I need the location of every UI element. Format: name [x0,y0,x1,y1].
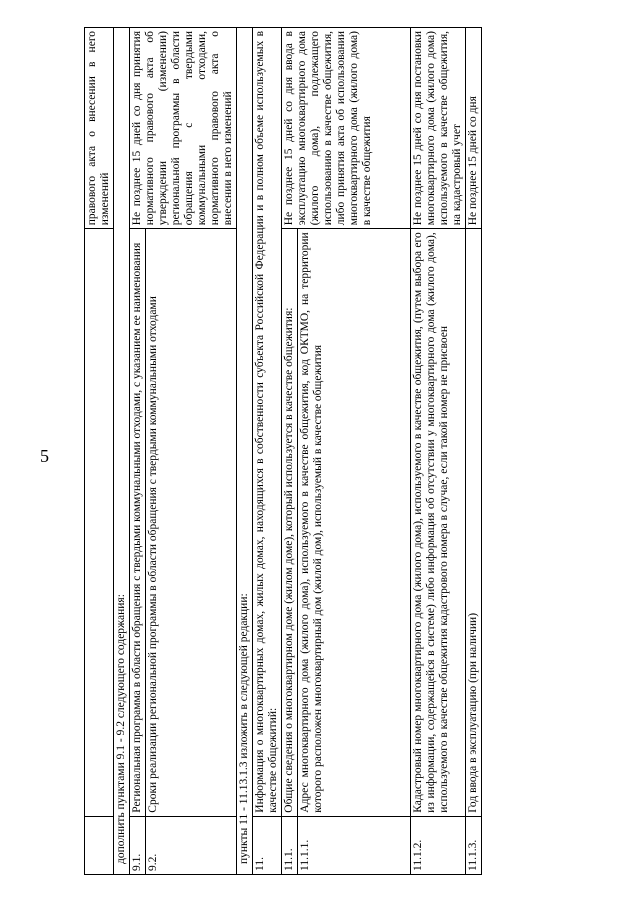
term-cell: Не позднее 15 дней со дня [466,28,482,229]
table-row [466,28,482,875]
table-row [282,28,298,875]
description-cell: Адрес многоквартирного дома (жилого дома), используемого в качестве общежития, код ОКТМО, на территории которого расположен многоквартирный дом (жилой дом), используемый в качестве общежития [298,229,411,816]
rotated-table-container [84,27,584,875]
table-row [130,28,146,875]
description-cell: Общие сведения о многоквартирном доме (жилом доме), который используется в качестве общежития: [282,229,298,816]
description-cell: Региональная программа в области обращения с твердыми коммунальными отходами, с указанием ее наименования [130,229,146,816]
section-header: пункты 11 - 11.13.1.3 изложить в следующей редакции: [237,28,253,875]
row-number: 9.1. [130,816,146,874]
description-cell: Кадастровый номер многоквартирного дома (жилого дома), используемого в качестве общежития, (путем выбора его из информации, содержащейся в системе) либо информация об отсутствии у многоквартирного дома (жилого дома), используемого в качестве общежития кадастрового номера в случае, если такой номер не присвоен [411,229,466,816]
row-number: 11.1.3. [466,816,482,874]
description-cell: Информация о многоквартирных домах, жилых домах, находящихся в собственности субъекта Российской Федерации и в полном объеме используемых в качестве общежитий: [253,28,282,817]
section-header-row [114,28,130,875]
description-cell: Сроки реализации региональной программы в области обращения с твердыми коммунальными отходами [146,229,237,816]
data-table [84,27,482,875]
term-cell: Не позднее 15 дней со дня ввода в эксплуатацию многоквартирного дома (жилого дома), подлежащего использованию в качестве общежития, либо принятия акта об использовании многоквартирного дома (жилого дома) в качестве общежития [282,28,411,229]
term-cell: правового акта о внесении в него изменений [85,28,114,229]
term-cell: Не позднее 15 дней со дня принятия нормативного правового акта об утверждении (изменении) региональной программы в области обращения с твердыми коммунальными отходами, нормативного правового акта о внесении в него изменений [130,28,237,229]
row-number: 11.1.2. [411,816,466,874]
table-row [253,28,282,875]
row-number: 9.2. [146,816,237,874]
row-number: 11.1. [282,816,298,874]
row-number: 11. [253,816,282,874]
description-cell: Год ввода в эксплуатацию (при наличии) [466,229,482,816]
term-cell: Не позднее 15 дней со дня постановки многоквартирного дома (жилого дома) используемого в качестве общежития, на кадастровый учет [411,28,466,229]
row-number: 11.1.1. [298,816,411,874]
table-row [85,28,114,875]
page-number: 5 [40,446,49,466]
table-row [411,28,466,875]
section-header: дополнить пунктами 9.1 - 9.2 следующего содержания: [114,28,130,875]
section-header-row [237,28,253,875]
